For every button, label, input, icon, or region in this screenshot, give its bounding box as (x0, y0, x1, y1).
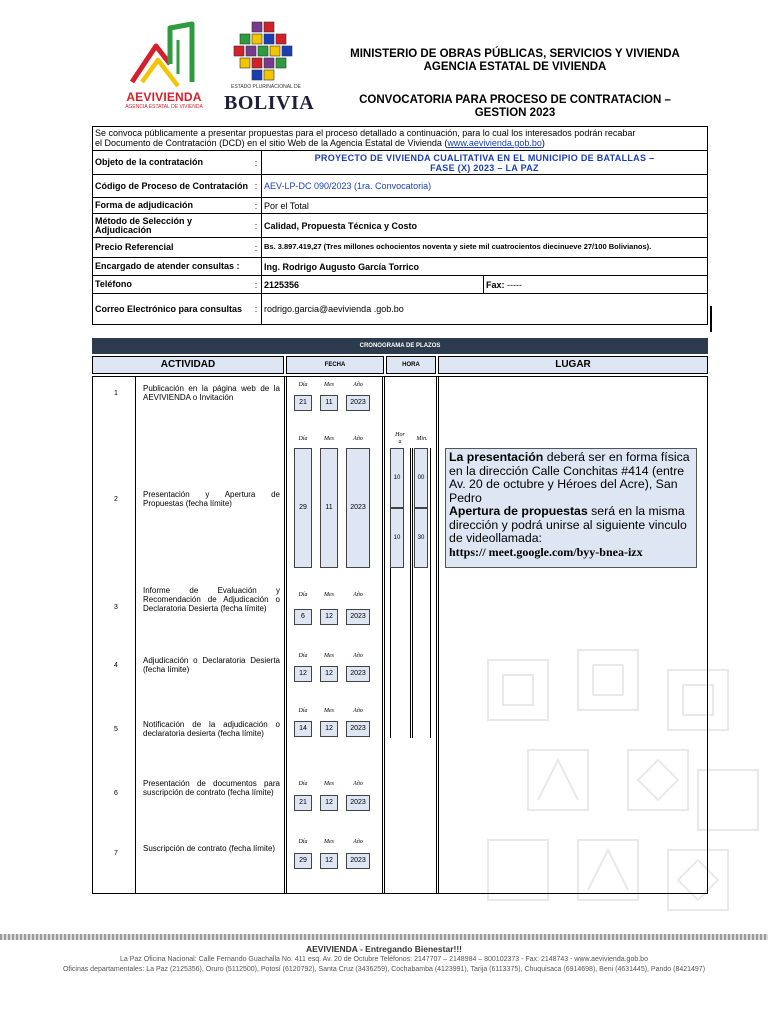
fax-label: Fax: (486, 279, 505, 290)
row2-year-label: Año (353, 436, 363, 442)
footer-offices: Oficinas departamentales: La Paz (2125356), Oruro (5112500), Potosí (6120792), Santa Cruz (3436259), Cochabamba (4123991), Tarija (6113375), Chuquisaca (6914698), Beni (4631445), Pando (8421497) (62, 966, 706, 973)
row4-day: 12 (294, 666, 312, 682)
place-info-box (445, 448, 697, 568)
row6-day: 21 (294, 795, 312, 811)
row3-day-label: Día (298, 592, 308, 598)
row6-activity: Presentación de documentos para suscripción de contrato (fecha límite) (143, 779, 280, 797)
row7-year-label: Año (353, 839, 363, 845)
row1-month-label: Mes (324, 382, 334, 388)
forma-label: Forma de adjudicación (95, 200, 194, 210)
row5-day-label: Día (298, 708, 308, 714)
col-lugar-header: LUGAR (438, 356, 708, 374)
row2-number: 2 (114, 496, 118, 503)
margin-bar (710, 306, 712, 332)
row1-day: 21 (294, 395, 312, 411)
row2-day-label: Día (298, 436, 308, 442)
aevivienda-website-link[interactable]: www.aevivienda.gob.bo (447, 138, 542, 148)
precio-colon: : (254, 242, 258, 253)
row-precio (93, 238, 707, 258)
intro-paragraph (93, 127, 707, 151)
call-title-line2: GESTION 2023 (474, 107, 556, 119)
row-encargado (93, 258, 707, 276)
row6-day-label: Día (298, 781, 308, 787)
row3-month: 12 (320, 609, 338, 625)
row4-activity: Adjudicación o Declaratoria Desierta (fecha límite) (143, 656, 280, 674)
col-actividad-header: ACTIVIDAD (92, 356, 284, 374)
divider-date (382, 376, 383, 894)
row5-month: 12 (320, 721, 338, 737)
objeto-label: Objeto de la contratación (95, 157, 204, 167)
place-text1: deberá ser en forma física en la dirección Calle Conchitas #414 (entre Av. 20 de octubre y Héroes del Acre), San Pedro (449, 450, 690, 505)
row-metodo (93, 214, 707, 238)
divider-num (135, 376, 136, 894)
place-bold1: La presentación (449, 450, 544, 464)
row5-number: 5 (114, 726, 118, 733)
row-codigo (93, 175, 707, 198)
metodo-colon: : (254, 220, 258, 231)
row1-day-label: Día (298, 382, 308, 388)
row-objeto (93, 151, 707, 175)
row3-number: 3 (114, 604, 118, 611)
place-text2: será en la misma dirección y podrá unirse al siguiente vinculo de videollamada: (449, 504, 687, 545)
bolivia-logo-state: ESTADO PLURINACIONAL DE (230, 84, 301, 90)
row1-activity: Publicación en la página web de la AEVIVIENDA o Invitación (143, 384, 280, 402)
row5-month-label: Mes (324, 708, 334, 714)
fax-value: ----- (507, 279, 523, 290)
row3-activity: Informe de Evaluación y Recomendación de Adjudicación o Declaratoria Desierta (fecha límite) (143, 586, 280, 613)
footer-slogan: AEVIVIENDA - Entregando Bienestar!!! (305, 944, 462, 954)
row2-month: 11 (320, 448, 338, 568)
meeting-link[interactable]: https:// meet.google.com/byy-bnea-izx (449, 544, 643, 559)
objeto-line2: FASE (X) 2023 – LA PAZ (430, 162, 539, 173)
row2-activity: Presentación y Apertura de Propuestas (fecha límite) (143, 490, 280, 508)
metodo-value: Calidad, Propuesta Técnica y Costo (261, 214, 707, 237)
row6-number: 6 (114, 790, 118, 797)
row4-month: 12 (320, 666, 338, 682)
divider-activity (284, 376, 285, 894)
row7-activity: Suscripción de contrato (fecha límite) (143, 844, 276, 853)
bolivia-emblem-icon (224, 20, 308, 82)
objeto-colon: : (254, 157, 258, 168)
telefono-value: 2125356 (261, 276, 483, 293)
row2-min2: 30 (414, 508, 428, 568)
divider-activity-2 (286, 376, 287, 894)
codigo-colon: : (254, 181, 258, 191)
row1-number: 1 (114, 390, 118, 397)
aevivienda-logo (118, 20, 210, 110)
contract-info-table (92, 126, 708, 325)
objeto-line1: PROYECTO DE VIVIENDA CUALITATIVA EN EL MUNICIPIO DE BATALLAS – (314, 152, 655, 163)
bolivia-logo (224, 20, 315, 114)
row2-hour-label-b: a (398, 439, 402, 445)
call-title-line1: CONVOCATORIA PARA PROCESO DE CONTRATACION – (359, 94, 671, 106)
codigo-label: Código de Proceso de Contratación (95, 180, 249, 191)
forma-colon: : (254, 200, 258, 211)
row-correo (93, 294, 707, 324)
ministry-title-line2: AGENCIA ESTATAL DE VIVIENDA (423, 61, 607, 73)
row3-year: 2023 (346, 609, 370, 625)
row4-day-label: Día (298, 653, 308, 659)
row3-month-label: Mes (324, 592, 334, 598)
encargado-value: Ing. Rodrigo Augusto García Torrico (261, 258, 707, 275)
row6-month: 12 (320, 795, 338, 811)
hour-rule-4 (430, 448, 431, 738)
row4-number: 4 (114, 662, 118, 669)
ministry-title (320, 48, 710, 74)
row4-month-label: Mes (324, 653, 334, 659)
hour-rule-3 (412, 448, 413, 738)
intro-line2-text: el Documento de Contratación (DCD) en el sitio Web de la Agencia Estatal de Vivienda ( (95, 138, 448, 148)
intro-line2 (95, 138, 705, 148)
objeto-value (261, 151, 707, 174)
row5-activity: Notificación de la adjudicación o declaratoria desierta (fecha límite) (143, 720, 280, 738)
row7-number: 7 (114, 850, 118, 857)
telefono-colon: : (254, 279, 258, 290)
row2-month-label: Mes (324, 436, 334, 442)
row2-hour-label-a: Hor (395, 432, 405, 438)
row6-year: 2023 (346, 795, 370, 811)
intro-line2-end: ) (541, 138, 545, 148)
bolivia-logo-name: BOLIVIA (224, 92, 315, 114)
intro-line1: Se convoca públicamente a presentar propuestas para el proceso detallado a continuación, para lo cual los interesados podrán recabar (95, 128, 636, 138)
hour-rule-2 (410, 448, 411, 738)
col-fecha-header: FECHA (286, 356, 384, 374)
row-forma (93, 198, 707, 214)
metodo-label: Método de Selección y Adjudicación (95, 215, 193, 235)
correo-colon: : (254, 304, 258, 314)
row7-day-label: Día (298, 839, 308, 845)
row2-year: 2023 (346, 448, 370, 568)
call-title (320, 94, 710, 120)
precio-label: Precio Referencial (95, 242, 174, 252)
row-telefono (93, 276, 707, 294)
divider-date-2 (384, 376, 385, 894)
row3-year-label: Año (353, 592, 363, 598)
precio-value: Bs. 3.897.419,27 (Tres millones ochocientos noventa y siete mil cuatrocientos diecinueve 27/100 Bolivianos). (261, 238, 707, 257)
forma-value: Por el Total (261, 198, 707, 213)
fax-cell (483, 276, 707, 293)
ministry-title-line1: MINISTERIO DE OBRAS PÚBLICAS, SERVICIOS Y VIVIENDA (350, 48, 680, 60)
codigo-value: AEV-LP-DC 090/2023 (1ra. Convocatoria) (261, 175, 707, 197)
row5-year: 2023 (346, 721, 370, 737)
row2-hour2: 10 (390, 508, 404, 568)
footer-address: La Paz Oficina Nacional: Calle Fernando Guachalla No. 411 esq. Av. 20 de Octubre Teléfonos: 2147707 – 2148984 – 800102373 - Fax: 2148743 - www.aevivienda.gob.bo (120, 956, 648, 963)
row7-month-label: Mes (324, 839, 334, 845)
correo-label: Correo Electrónico para consultas (95, 303, 243, 314)
row7-day: 29 (294, 853, 312, 869)
row2-hour-label (388, 432, 412, 446)
aevivienda-logo-name: AEVIVIENDA (126, 90, 202, 104)
row1-month: 11 (320, 395, 338, 411)
row2-min-label: Min. (416, 436, 428, 442)
footer-band (0, 934, 768, 940)
row4-year: 2023 (346, 666, 370, 682)
row6-month-label: Mes (324, 781, 334, 787)
divider-hour-2 (438, 376, 439, 894)
row7-month: 12 (320, 853, 338, 869)
row2-day: 29 (294, 448, 312, 568)
row5-year-label: Año (353, 708, 363, 714)
row1-year: 2023 (346, 395, 370, 411)
row7-year: 2023 (346, 853, 370, 869)
row6-year-label: Año (353, 781, 363, 787)
divider-hour (436, 376, 437, 894)
place-bold2: Apertura de propuestas (449, 504, 588, 518)
correo-value: rodrigo.garcia@aevivienda .gob.bo (261, 294, 707, 324)
row2-hour1: 10 (390, 448, 404, 508)
row1-year-label: Año (353, 382, 363, 388)
row2-min1: 00 (414, 448, 428, 508)
aevivienda-house-icon (118, 20, 210, 90)
encargado-label: Encargado de atender consultas : (95, 261, 240, 271)
schedule-title: CRONOGRAMA DE PLAZOS (92, 338, 708, 354)
row3-day: 6 (294, 609, 312, 625)
row5-day: 14 (294, 721, 312, 737)
aevivienda-logo-subtitle: AGENCIA ESTATAL DE VIVIENDA (125, 104, 203, 110)
telefono-label: Teléfono (95, 279, 132, 289)
col-hora-header: HORA (386, 356, 436, 374)
row4-year-label: Año (353, 653, 363, 659)
